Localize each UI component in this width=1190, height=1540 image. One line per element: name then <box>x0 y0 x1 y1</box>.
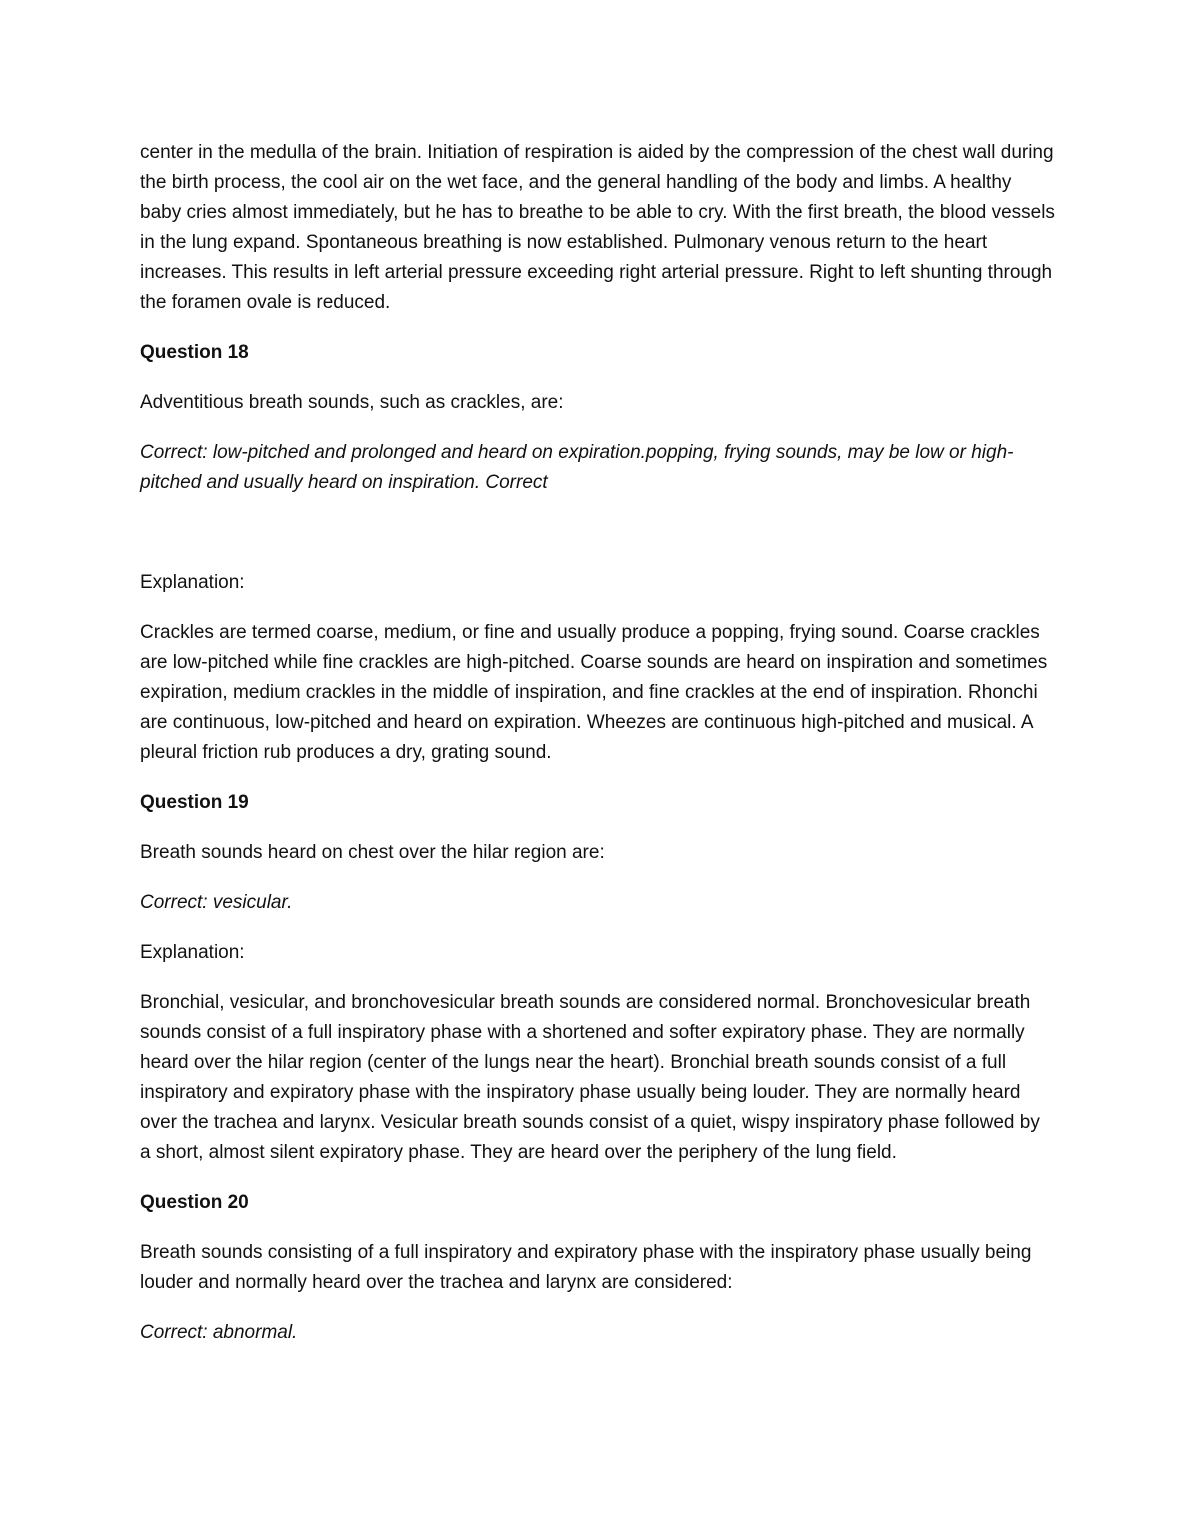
question-18-heading: Question 18 <box>140 342 249 363</box>
question-19-prompt: Breath sounds heard on chest over the hilar region are: <box>140 842 605 863</box>
question-19-explanation: Bronchial, vesicular, and bronchovesicular breath sounds are considered normal. Bronchovesicular breath sounds consist of a full inspiratory phase with a shortened and softer expiratory phase. They are normally heard over the hilar region (center of the lungs near the heart). Bronchial breath sounds consist of a full inspiratory and expiratory phase with the inspiratory phase usually being louder. They are normally heard over the trachea and larynx. Vesicular breath sounds consist of a quiet, wispy inspiratory phase followed by a short, almost silent expiratory phase. They are heard over the periphery of the lung field. <box>140 992 1040 1163</box>
document-page <box>140 138 1055 1368</box>
question-18-prompt: Adventitious breath sounds, such as crackles, are: <box>140 392 564 413</box>
question-18-explanation: Crackles are termed coarse, medium, or fine and usually produce a popping, frying sound. Coarse crackles are low-pitched while fine crackles are high-pitched. Coarse sounds are heard on inspiration and sometimes expiration, medium crackles in the middle of inspiration, and fine crackles at the end of inspiration. Rhonchi are continuous, low-pitched and heard on expiration. Wheezes are continuous high-pitched and musical. A pleural friction rub produces a dry, grating sound. <box>140 622 1048 763</box>
question-18-explanation-label: Explanation: <box>140 572 245 593</box>
question-20-prompt: Breath sounds consisting of a full inspiratory and expiratory phase with the inspiratory phase usually being louder and normally heard over the trachea and larynx are considered: <box>140 1242 1032 1293</box>
question-19-heading: Question 19 <box>140 792 249 813</box>
question-19-answer: Correct: vesicular. <box>140 892 293 913</box>
question-18-answer: Correct: low-pitched and prolonged and heard on expiration.popping, frying sounds, may be low or high-pitched and usually heard on inspiration. Correct <box>140 442 1014 493</box>
question-19-explanation-label: Explanation: <box>140 942 245 963</box>
question-20-heading: Question 20 <box>140 1192 249 1213</box>
intro-paragraph: center in the medulla of the brain. Initiation of respiration is aided by the compression of the chest wall during the birth process, the cool air on the wet face, and the general handling of the body and limbs. A healthy baby cries almost immediately, but he has to breathe to be able to cry. With the first breath, the blood vessels in the lung expand. Spontaneous breathing is now established. Pulmonary venous return to the heart increases. This results in left arterial pressure exceeding right arterial pressure. Right to left shunting through the foramen ovale is reduced. <box>140 142 1055 313</box>
question-20-answer: Correct: abnormal. <box>140 1322 298 1343</box>
